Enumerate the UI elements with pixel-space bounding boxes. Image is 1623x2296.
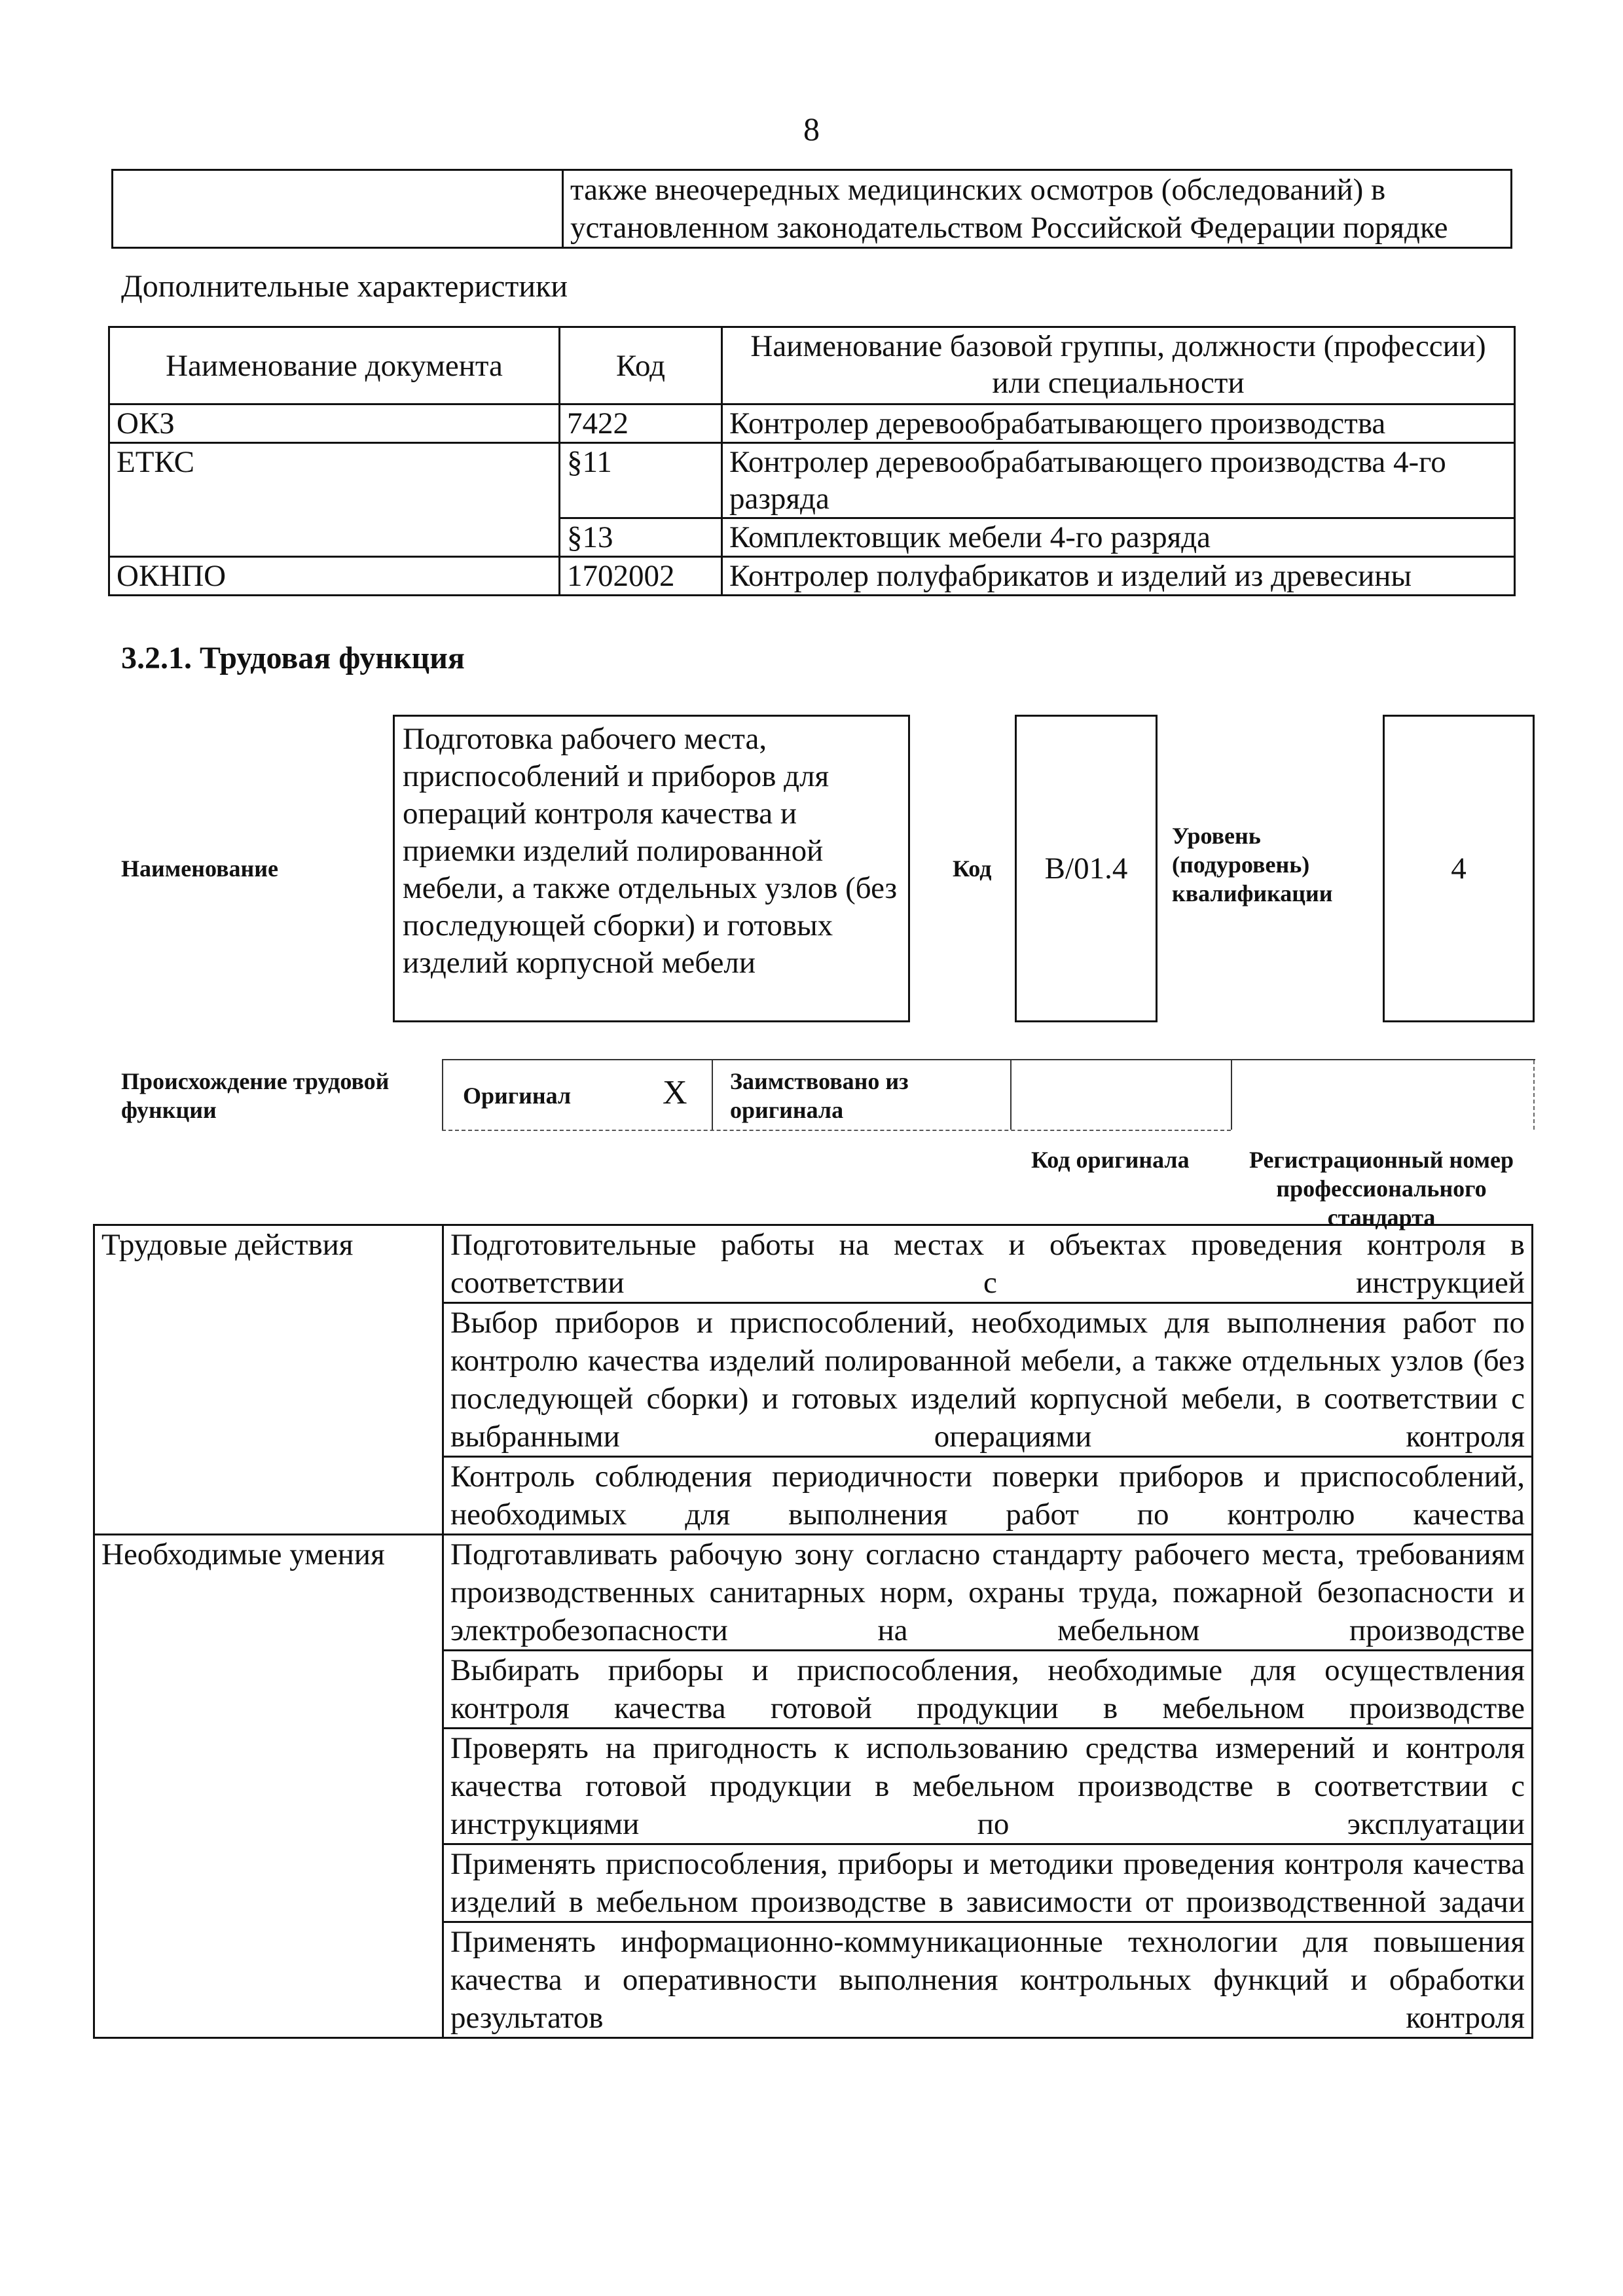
skill-item: Подготавливать рабочую зону согласно стандарту рабочего места, требованиям производственных санитарных норм, охраны труда, пожарной безопасности и электробезопасности на мебельном производстве bbox=[443, 1535, 1533, 1651]
action-item: Подготовительные работы на местах и объектах проведения контроля в соответствии с инструкцией bbox=[443, 1225, 1533, 1303]
continuation-text: также внеочередных медицинских осмотров (обследований) в установленном законодательством Российской Федерации порядке bbox=[563, 170, 1512, 248]
row-doc: ОКЗ bbox=[109, 404, 560, 443]
origin-label: Происхождение трудовой функции bbox=[121, 1068, 390, 1123]
skill-item: Применять информационно-коммуникационные технологии для повышения качества и оперативности выполнения контрольных функций и обработки результатов контроля bbox=[443, 1922, 1533, 2038]
original-label: Оригинал bbox=[463, 1083, 572, 1109]
origin-cell-code bbox=[1010, 1060, 1232, 1130]
row-code: 1702002 bbox=[560, 557, 722, 596]
origin-cell-original bbox=[442, 1060, 713, 1130]
continuation-empty-cell bbox=[113, 170, 563, 248]
skill-item: Применять приспособления, приборы и методики проведения контроля качества изделий в мебельном производстве в зависимости от производственной задачи bbox=[443, 1844, 1533, 1922]
action-item: Выбор приборов и приспособлений, необходимых для выполнения работ по контролю качества изделий полированной мебели, а также отдельных узлов (без последующей сборки) и готовых изделий корпусной мебели, в соответствии с выбранными операциями контроля bbox=[443, 1303, 1533, 1457]
row-name: Комплектовщик мебели 4-го разряда bbox=[722, 518, 1515, 557]
table-row bbox=[109, 557, 1515, 596]
page-number: 8 bbox=[803, 111, 820, 147]
main-table bbox=[93, 1224, 1533, 2039]
origin-row bbox=[442, 1059, 1535, 1131]
table-row bbox=[109, 404, 1515, 443]
header-name: Наименование базовой группы, должности (профессии) или специальности bbox=[722, 327, 1515, 404]
row-name: Контролер деревообрабатывающего производства 4-го разряда bbox=[722, 443, 1515, 518]
name-label: Наименование bbox=[121, 855, 278, 882]
skill-item: Проверять на пригодность к использованию средства измерений и контроля качества готовой продукции в мебельном производстве в соответствии с инструкциями по эксплуатации bbox=[443, 1729, 1533, 1844]
level-label: Уровень (подуровень) квалификации bbox=[1172, 823, 1333, 906]
name-value-box bbox=[393, 715, 910, 1022]
row-code: §11 bbox=[560, 443, 722, 518]
level-value: 4 bbox=[1451, 852, 1467, 886]
header-code: Код bbox=[560, 327, 722, 404]
origin-bottom-line bbox=[442, 1130, 1231, 1131]
row-code: §13 bbox=[560, 518, 722, 557]
row-code: 7422 bbox=[560, 404, 722, 443]
actions-label: Трудовые действия bbox=[94, 1225, 443, 1535]
additional-table bbox=[108, 326, 1516, 596]
skill-item: Выбирать приборы и приспособления, необходимые для осуществления контроля качества готовой продукции в мебельном производстве bbox=[443, 1651, 1533, 1729]
origin-cell-reg bbox=[1231, 1060, 1535, 1130]
skills-label: Необходимые умения bbox=[94, 1535, 443, 2038]
header-doc: Наименование документа bbox=[109, 327, 560, 404]
name-value: Подготовка рабочего места, приспособлений и приборов для операций контроля качества и приемки изделий полированной мебели, а также отдельных узлов (без последующей сборки) и готовых изделий корпусной мебели bbox=[403, 722, 898, 980]
code-original-caption: Код оригинала bbox=[1031, 1147, 1190, 1173]
borrowed-label: Заимствовано из оригинала bbox=[730, 1068, 909, 1123]
code-value: B/01.4 bbox=[1044, 852, 1128, 886]
continuation-table bbox=[111, 169, 1512, 249]
table-row bbox=[109, 443, 1515, 518]
row-name: Контролер полуфабрикатов и изделий из древесины bbox=[722, 557, 1515, 596]
additional-title: Дополнительные характеристики bbox=[121, 269, 568, 304]
code-value-box bbox=[1015, 715, 1158, 1022]
level-value-box bbox=[1383, 715, 1535, 1022]
action-item: Контроль соблюдения периодичности поверки приборов и приспособлений, необходимых для выполнения работ по контролю качества bbox=[443, 1457, 1533, 1535]
row-doc: ЕТКС bbox=[109, 443, 560, 557]
reg-number-caption: Регистрационный номер профессионального стандарта bbox=[1249, 1147, 1514, 1230]
row-name: Контролер деревообрабатывающего производства bbox=[722, 404, 1515, 443]
code-label: Код bbox=[953, 855, 992, 882]
row-doc: ОКНПО bbox=[109, 557, 560, 596]
section-title: 3.2.1. Трудовая функция bbox=[121, 641, 465, 675]
original-mark: X bbox=[663, 1074, 687, 1111]
